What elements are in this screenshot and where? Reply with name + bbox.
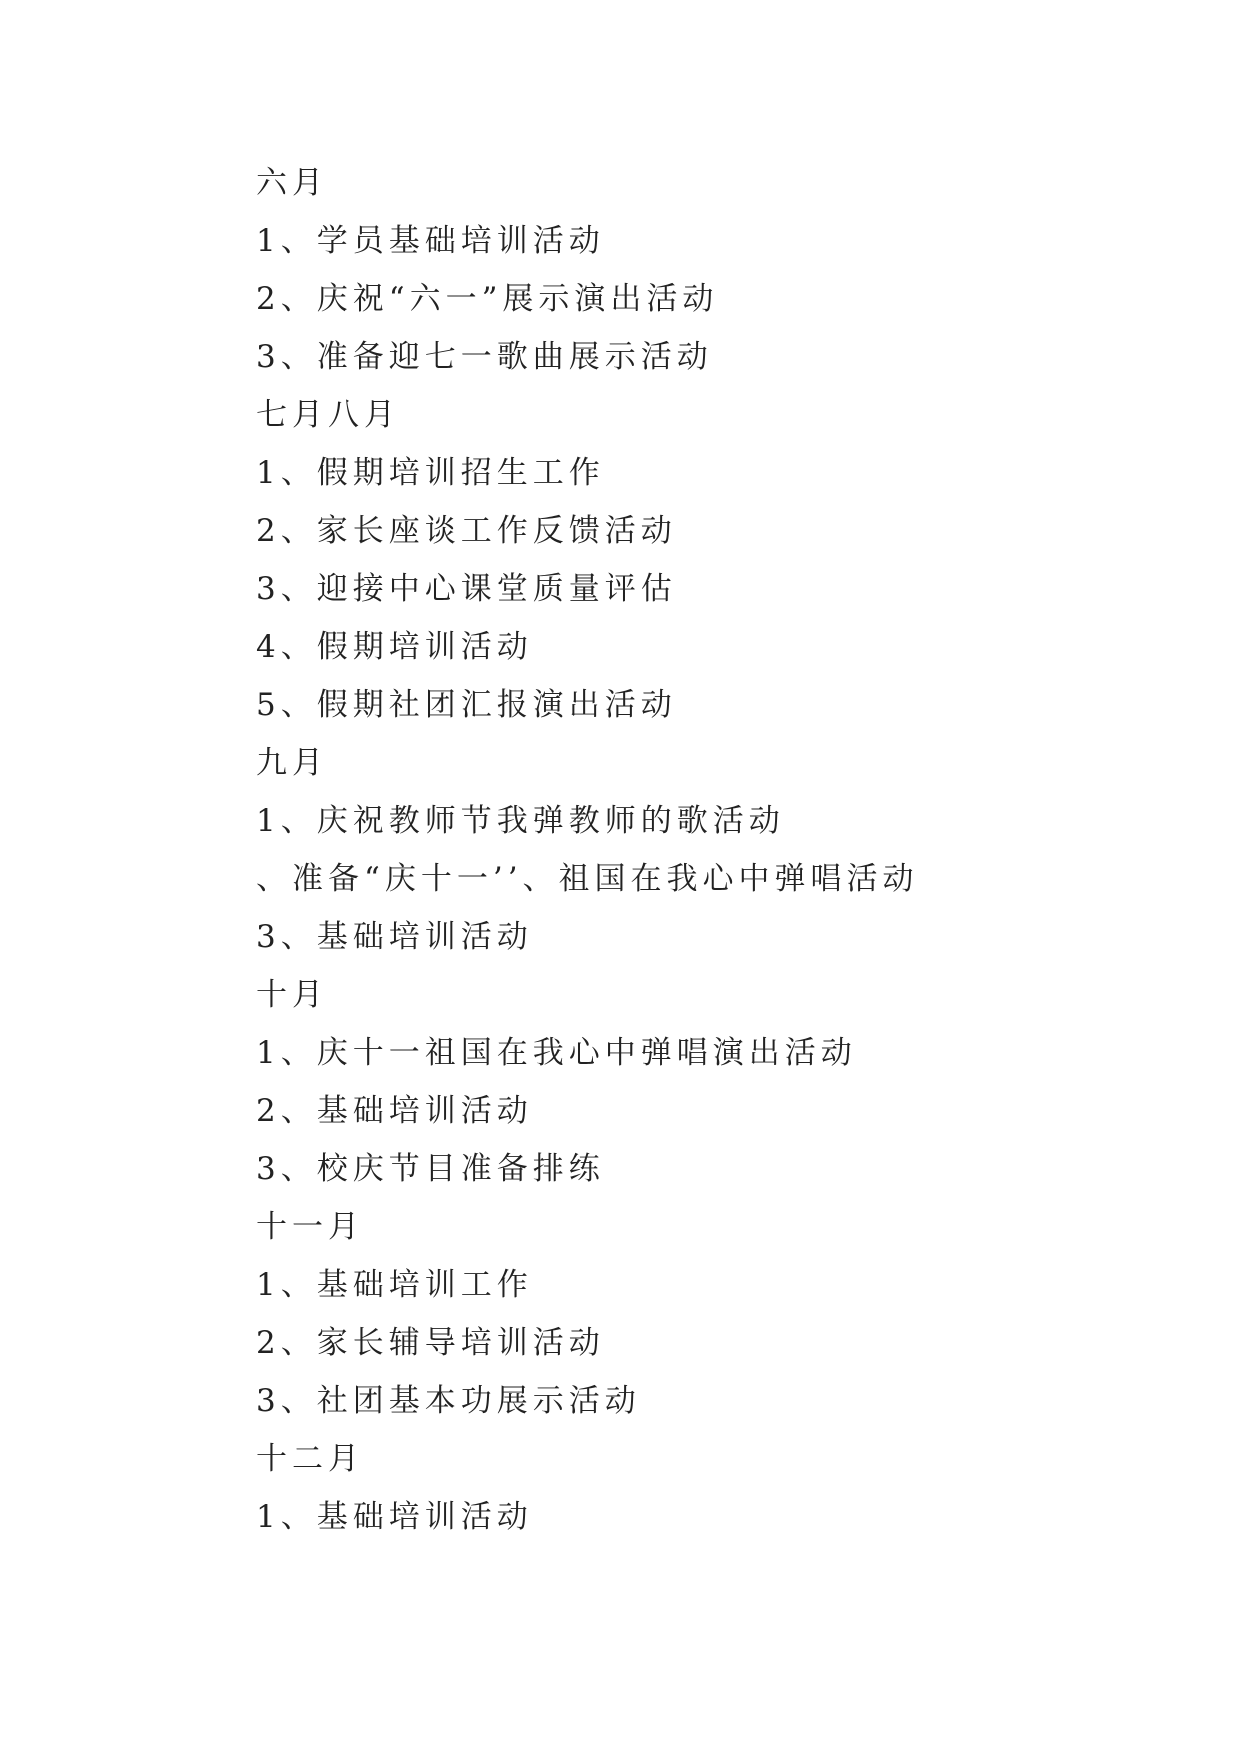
list-item: 3、迎接中心课堂质量评估 <box>256 571 677 607</box>
month-heading-september: 九月 <box>256 745 328 781</box>
list-item: 3、校庆节目准备排练 <box>256 1151 605 1187</box>
month-heading-july-august: 七月八月 <box>256 397 400 433</box>
list-item: 、准备“庆十一’’、祖国在我心中弹唱活动 <box>256 861 919 897</box>
list-item: 1、庆十一祖国在我心中弹唱演出活动 <box>256 1035 857 1071</box>
list-item: 4、假期培训活动 <box>256 629 533 665</box>
month-heading-october: 十月 <box>256 977 328 1013</box>
document-body <box>256 154 1156 1546</box>
list-item: 1、庆祝教师节我弹教师的歌活动 <box>256 803 785 839</box>
list-item: 2、基础培训活动 <box>256 1093 533 1129</box>
list-item: 3、社团基本功展示活动 <box>256 1383 641 1419</box>
list-item: 1、基础培训工作 <box>256 1267 533 1303</box>
month-heading-november: 十一月 <box>256 1209 364 1245</box>
list-item: 1、假期培训招生工作 <box>256 455 605 491</box>
list-item: 2、家长辅导培训活动 <box>256 1325 605 1361</box>
list-item: 2、庆祝“六一”展示演出活动 <box>256 281 719 317</box>
list-item: 5、假期社团汇报演出活动 <box>256 687 677 723</box>
month-heading-june: 六月 <box>256 165 328 201</box>
list-item: 1、学员基础培训活动 <box>256 223 605 259</box>
month-heading-december: 十二月 <box>256 1441 364 1477</box>
list-item: 1、基础培训活动 <box>256 1499 533 1535</box>
list-item: 3、基础培训活动 <box>256 919 533 955</box>
list-item: 3、准备迎七一歌曲展示活动 <box>256 339 713 375</box>
list-item: 2、家长座谈工作反馈活动 <box>256 513 677 549</box>
